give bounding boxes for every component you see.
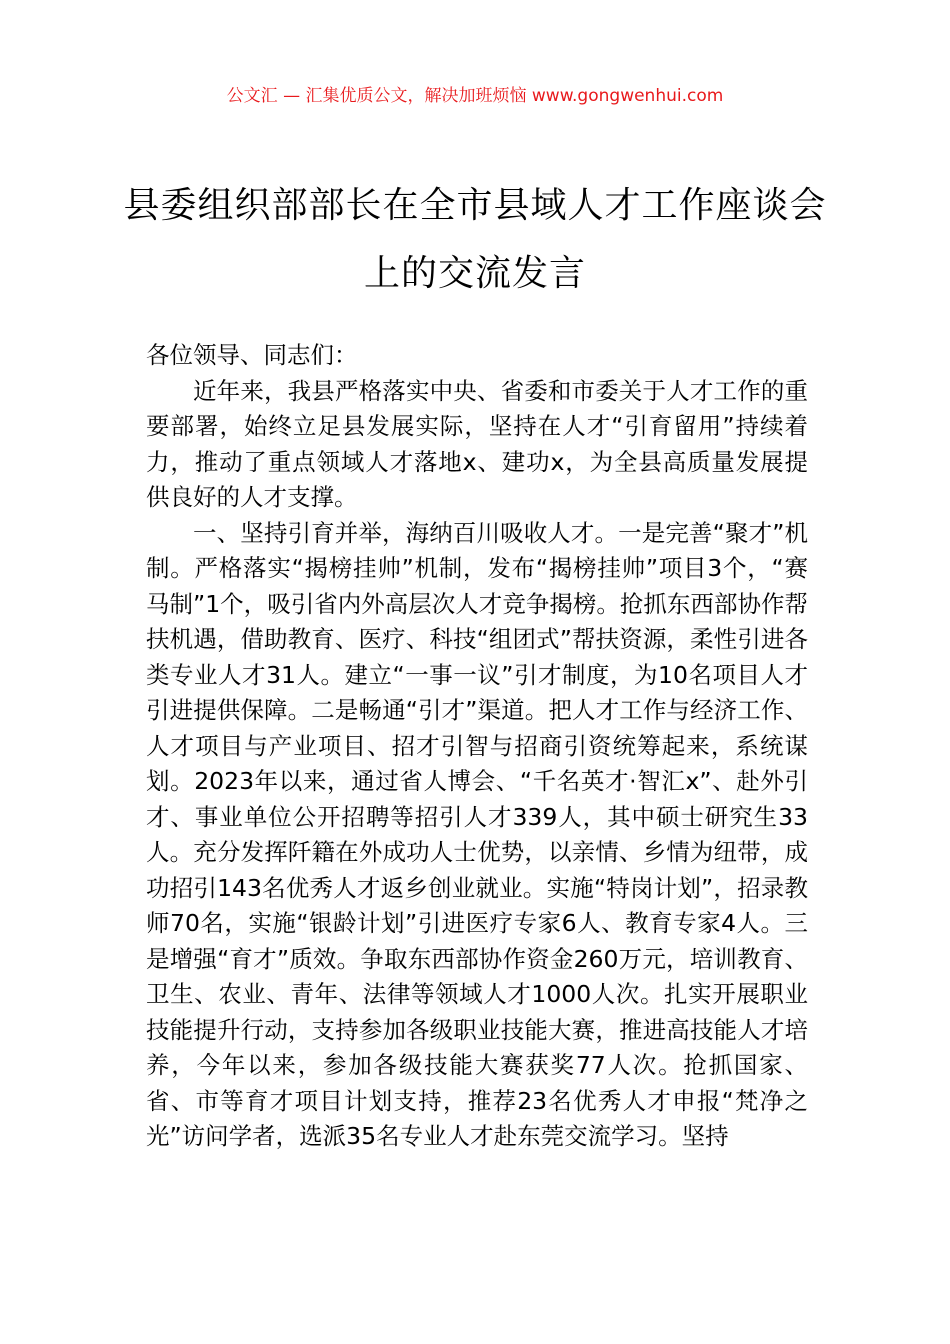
- paragraph-intro: 近年来，我县严格落实中央、省委和市委关于人才工作的重要部署，始终立足县发展实际，坚持在人才“引育留用”持续着力，推动了重点领域人才落地x、建功x，为全县高质量发展提供良好的人才支撑。: [146, 376, 808, 511]
- salutation: 各位领导、同志们：: [146, 341, 358, 369]
- document-body: [146, 338, 808, 1155]
- paragraph-section-one: 一、坚持引育并举，海纳百川吸收人才。一是完善“聚才”机制。严格落实“揭榜挂帅”机制，发布“揭榜挂帅”项目3个，“赛马制”1个，吸引省内外高层次人才竞争揭榜。抢抓东西部协作帮扶机遇，借助教育、医疗、科技“组团式”帮扶资源，柔性引进各类专业人才31人。建立“一事一议”引才制度，为10名项目人才引进提供保障。二是畅通“引才”渠道。把人才工作与经济工作、人才项目与产业项目、招才引智与招商引资统筹起来，系统谋划。2023年以来，通过省人博会、“千名英才·智汇x”、赴外引才、事业单位公开招聘等招引人才339人，其中硕士研究生33人。充分发挥阡籍在外成功人士优势，以亲情、乡情为纽带，成功招引143名优秀人才返乡创业就业。实施“特岗计划”，招录教师70名，实施“银龄计划”引进医疗专家6人、教育专家4人。三是增强“育才”质效。争取东西部协作资金260万元，培训教育、卫生、农业、青年、法律等领域人才1000人次。扎实开展职业技能提升行动，支持参加各级职业技能大赛，推进高技能人才培养，今年以来，参加各级技能大赛获奖77人次。抢抓国家、省、市等育才项目计划支持，推荐23名优秀人才申报“梵净之光”访问学者，选派35名专业人才赴东莞交流学习。坚持: [146, 518, 808, 1150]
- header-banner: 公文汇 — 汇集优质公文，解决加班烦恼 www.gongwenhui.com: [226, 86, 724, 106]
- document-title: 县委组织部部长在全市县域人才工作座谈会上的交流发言: [123, 185, 827, 294]
